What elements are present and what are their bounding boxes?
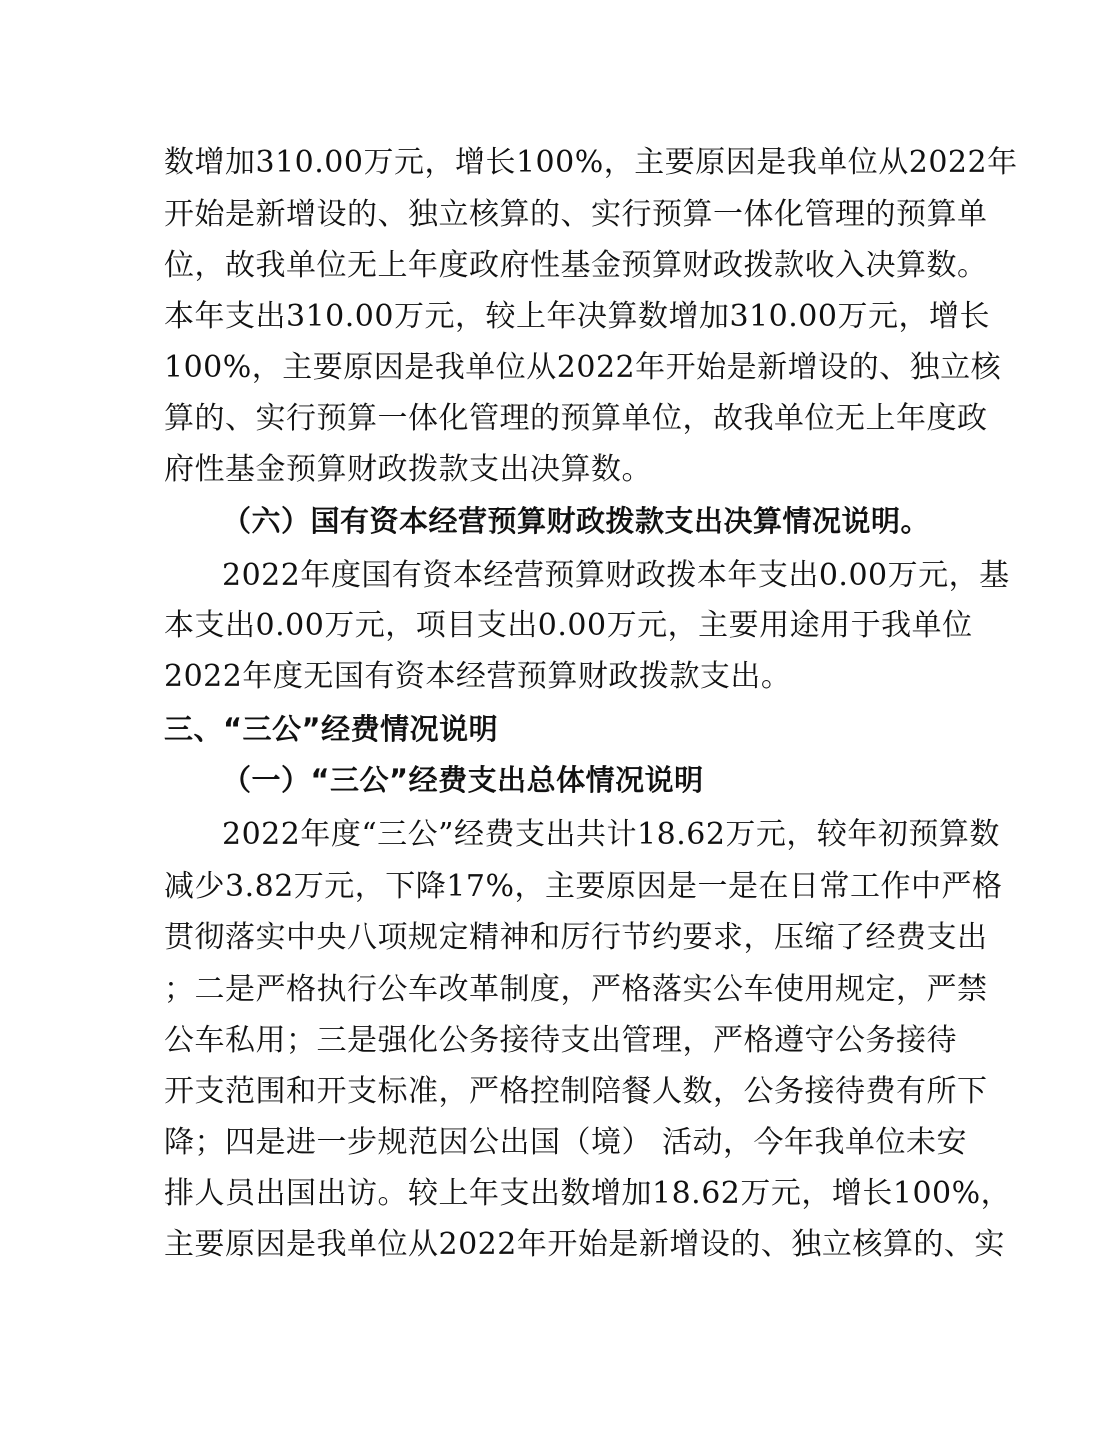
body-text-line: 2022年度无国有资本经营预算财政拨款支出。 xyxy=(164,659,792,694)
section-heading: （六）国有资本经营预算财政拨款支出决算情况说明。 xyxy=(222,504,931,538)
body-text-line: 100%，主要原因是我单位从2022年开始是新增设的、独立核 xyxy=(164,350,1002,385)
body-text-line: 主要原因是我单位从2022年开始是新增设的、独立核算的、实 xyxy=(164,1227,1005,1262)
body-text-line: 公车私用；三是强化公务接待支出管理，严格遵守公务接待 xyxy=(164,1023,957,1058)
body-text-line: 本支出0.00万元，项目支出0.00万元，主要用途用于我单位 xyxy=(164,608,973,643)
body-text-line: 算的、实行预算一体化管理的预算单位，故我单位无上年度政 xyxy=(164,401,988,436)
body-text-line: 2022年度“三公”经费支出共计18.62万元，较年初预算数 xyxy=(222,817,1000,852)
body-text-line: 位，故我单位无上年度政府性基金预算财政拨款收入决算数。 xyxy=(164,248,988,283)
body-text-line: 开始是新增设的、独立核算的、实行预算一体化管理的预算单 xyxy=(164,197,988,232)
body-text-line: 降；四是进一步规范因公出国（境） 活动，今年我单位未安 xyxy=(164,1125,968,1160)
chapter-heading: 三、“三公”经费情况说明 xyxy=(164,712,499,746)
body-text-line: 2022年度国有资本经营预算财政拨本年支出0.00万元，基 xyxy=(222,558,1010,593)
body-text-line: 排人员出国出访。较上年支出数增加18.62万元，增长100%， xyxy=(164,1176,1012,1211)
body-text-line: 贯彻落实中央八项规定精神和厉行节约要求，压缩了经费支出 xyxy=(164,920,988,955)
body-text-line: 府性基金预算财政拨款支出决算数。 xyxy=(164,452,652,487)
body-text-line: 本年支出310.00万元，较上年决算数增加310.00万元，增长 xyxy=(164,299,990,334)
body-text-line: 数增加310.00万元，增长100%，主要原因是我单位从2022年 xyxy=(164,145,1018,180)
body-text-line: 减少3.82万元，下降17%，主要原因是一是在日常工作中严格 xyxy=(164,869,1003,904)
body-text-line: ；二是严格执行公车改革制度，严格落实公车使用规定，严禁 xyxy=(164,972,988,1007)
section-heading: （一）“三公”经费支出总体情况说明 xyxy=(222,763,704,797)
body-text-line: 开支范围和开支标准，严格控制陪餐人数，公务接待费有所下 xyxy=(164,1074,988,1109)
